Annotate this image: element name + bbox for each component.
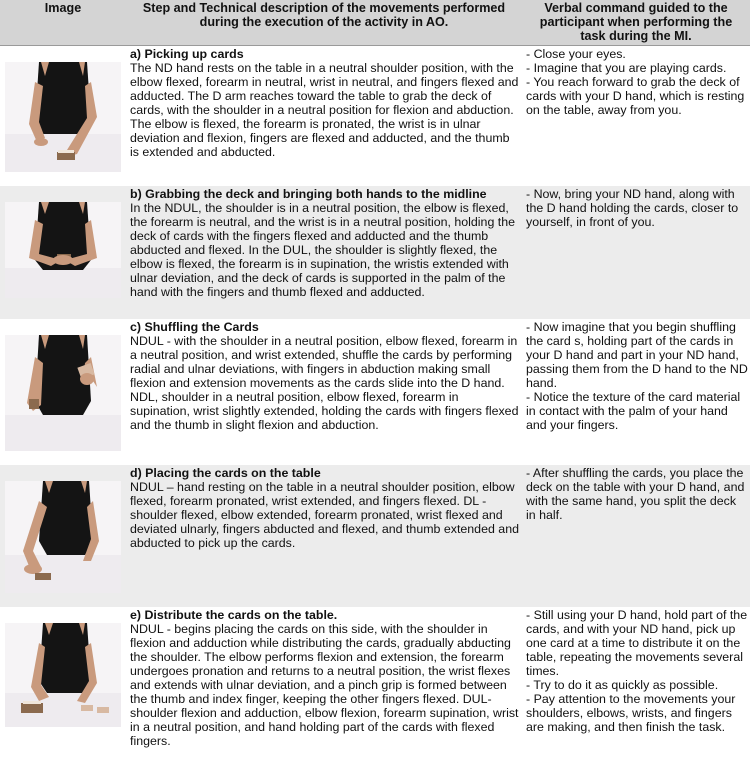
step-title: b) Grabbing the deck and bringing both hands to the midline bbox=[130, 187, 487, 201]
table-row bbox=[0, 319, 750, 465]
step-title: a) Picking up cards bbox=[130, 47, 244, 61]
header-description: Step and Technical description of the movements performed during the execution of the activity in AO. bbox=[126, 0, 522, 46]
description-cell bbox=[126, 465, 522, 607]
description-cell bbox=[126, 607, 522, 771]
image-cell bbox=[0, 607, 126, 771]
image-cell bbox=[0, 46, 126, 187]
description-cell bbox=[126, 46, 522, 187]
image-cell bbox=[0, 465, 126, 607]
step-description: The ND hand rests on the table in a neutral shoulder position, with the elbow flexed, forearm in neutral, wrist in neutral, and fingers flexed and adducted. The D arm reaches toward the table to grab the deck of cards, with the shoulder in a neutral position for flexion and abduction. The elbow is flexed, the forearm is pronated, the wrist is in ulnar deviation and flexion, fingers are flexed and adducted, and the thumb is extended and abducted. bbox=[130, 61, 519, 159]
description-cell bbox=[126, 319, 522, 465]
verbal-command-cell: - Now, bring your ND hand, along with the D hand holding the cards, closer to yourself, in front of you. bbox=[522, 186, 750, 319]
step-description: NDUL - begins placing the cards on this side, with the shoulder in flexion and adduction while distributing the cards, gradually abducting the shoulder. The elbow performs flexion and extension, the forearm undergoes pronation and returns to a neutral position, the wrist flexes and extends with ulnar deviation, and a pinch grip is formed between the thumb and index finger, keeping the other fingers flexed. DUL- shoulder flexion and adduction, elbow flexion, forearm supination, wrist in a neutral position, and hand holding part of the cards with flexed fingers. bbox=[130, 622, 519, 748]
image-cell bbox=[0, 319, 126, 465]
step-title: c) Shuffling the Cards bbox=[130, 320, 259, 334]
table-row bbox=[0, 607, 750, 771]
header-image: Image bbox=[0, 0, 126, 46]
verbal-command-cell: - Still using your D hand, hold part of the cards, and with your ND hand, pick up one card at a time to distribute it on the table, repeating the movements several times. - Try to do it as quickly as possible. - Pay attention to the movements your shoulders, elbows, wrists, and fingers are making, and then finish the task. bbox=[522, 607, 750, 771]
verbal-command-cell: - After shuffling the cards, you place the deck on the table with your D hand, and with the same hand, you split the deck in half. bbox=[522, 465, 750, 607]
step-description: In the NDUL, the shoulder is in a neutral position, the elbow is flexed, the forearm is neutral, and the wrist is in a neutral position, holding the deck of cards with the fingers flexed and adducted and the thumb abducted and flexed. In the DUL, the shoulder is slightly flexed, the elbow is flexed, the forearm is in supination, the wristis extended with ulnar deviation, and the deck of cards is supported in the palm of the hand with the fingers and thumb flexed and adducted. bbox=[130, 201, 516, 299]
header-row bbox=[0, 0, 750, 46]
table-row bbox=[0, 465, 750, 607]
woman-placing-cards-on-table-photo bbox=[5, 481, 121, 593]
table-row bbox=[0, 46, 750, 187]
step-description: NDUL - with the shoulder in a neutral position, elbow flexed, forearm in a neutral position, and wrist extended, shuffle the cards by performing radial and ulnar deviations, with fingers in abduction making small flexion and extension movements as the cards slide into the D hand. NDL, shoulder in a neutral position, elbow flexed, forearm in supination, wrist slightly extended, holding the cards with fingers flexed and the thumb in slight flexion and abduction. bbox=[130, 334, 519, 432]
description-cell bbox=[126, 186, 522, 319]
header-verbal-command: Verbal command guided to the participant when performing the task during the MI. bbox=[522, 0, 750, 46]
woman-distributing-cards-photo bbox=[5, 623, 121, 727]
woman-holding-deck-at-midline-photo bbox=[5, 202, 121, 298]
step-title: d) Placing the cards on the table bbox=[130, 466, 321, 480]
woman-picking-up-card-deck-photo bbox=[5, 62, 121, 172]
step-title: e) Distribute the cards on the table. bbox=[130, 608, 338, 622]
table-row bbox=[0, 186, 750, 319]
verbal-command-cell: - Close your eyes. - Imagine that you are playing cards. - You reach forward to grab the deck of cards with your D hand, which is resting on the table, away from you. bbox=[522, 46, 750, 187]
verbal-command-cell: - Now imagine that you begin shuffling the card s, holding part of the cards in your D hand and part in your ND hand, passing them from the D hand to the ND hand. - Notice the texture of the card material in contact with the palm of your hand and your fingers. bbox=[522, 319, 750, 465]
image-cell bbox=[0, 186, 126, 319]
woman-shuffling-cards-photo bbox=[5, 335, 121, 451]
step-description: NDUL – hand resting on the table in a neutral shoulder position, elbow flexed, forearm pronated, wrist extended, and fingers flexed. DL - shoulder flexed, elbow extended, forearm pronated, wrist flexed and deviated ulnarly, fingers abducted and flexed, and thumb extended and abducted to pick up the cards. bbox=[130, 480, 519, 550]
